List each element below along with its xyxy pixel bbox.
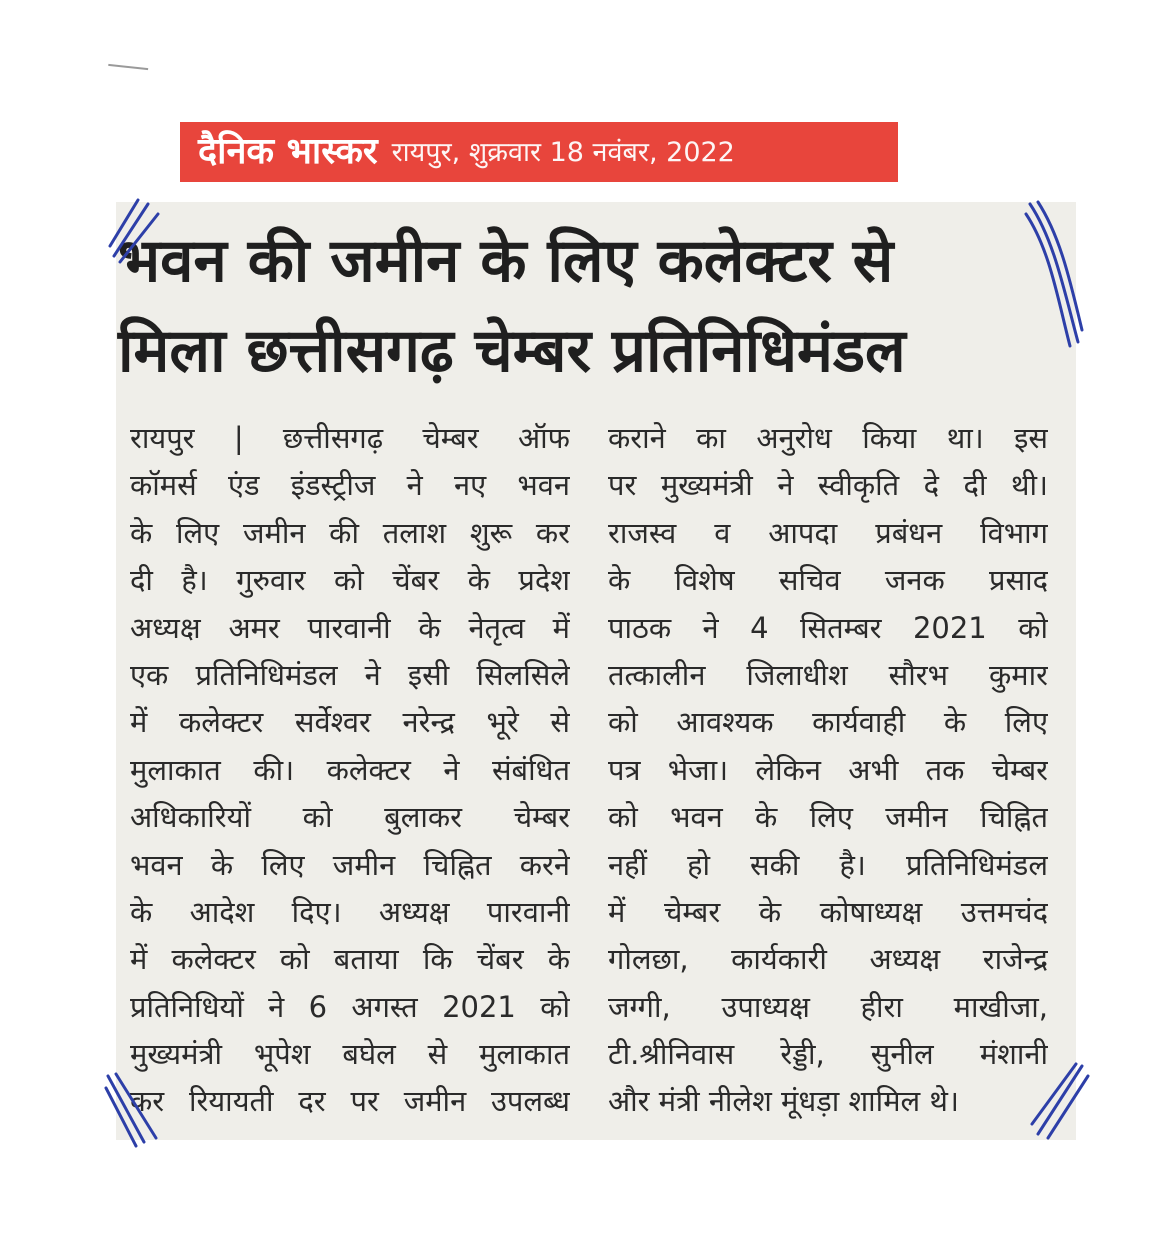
article-line: टी.श्रीनिवास रेड्डी, सुनील मंशानी [608, 1037, 1048, 1072]
article-line: नहीं हो सकी है। प्रतिनिधिमंडल [608, 847, 1048, 882]
article-line: पत्र भेजा। लेकिन अभी तक चेम्बर [608, 752, 1048, 787]
pen-mark-bottom-left-icon [104, 1070, 174, 1150]
article-line: कॉमर्स एंड इंडस्ट्रीज ने नए भवन [130, 468, 570, 503]
headline-line: मिला छत्तीसगढ़ चेम्बर प्रतिनिधिमंडल [118, 316, 906, 386]
article-column-right [608, 415, 1048, 1126]
article-line: तत्कालीन जिलाधीश सौरभ कुमार [608, 657, 1048, 692]
article-line: के लिए जमीन की तलाश शुरू कर [130, 515, 570, 550]
newspaper-masthead [180, 122, 898, 182]
newspaper-dateline: रायपुर, शुक्रवार 18 नवंबर, 2022 [391, 136, 735, 168]
article-line: राजस्व व आपदा प्रबंधन विभाग [608, 515, 1048, 550]
pen-mark-bottom-right-icon [1030, 1062, 1090, 1142]
article-line: एक प्रतिनिधिमंडल ने इसी सिलसिले [130, 657, 570, 692]
article-line: को आवश्यक कार्यवाही के लिए [608, 705, 1048, 740]
article-line: कराने का अनुरोध किया था। इस [608, 421, 1048, 455]
article-line: को भवन के लिए जमीन चिह्नित [608, 800, 1048, 835]
article-line: के आदेश दिए। अध्यक्ष पारवानी [130, 894, 570, 929]
article-line: के विशेष सचिव जनक प्रसाद [608, 563, 1048, 598]
newspaper-name: दैनिक भास्कर [198, 131, 378, 172]
article-line: मुख्यमंत्री भूपेश बघेल से मुलाकात [130, 1037, 570, 1072]
article-line: में कलेक्टर सर्वेश्वर नरेन्द्र भूरे से [130, 705, 570, 740]
article-line: पर मुख्यमंत्री ने स्वीकृति दे दी थी। [608, 468, 1048, 503]
article-line: में कलेक्टर को बताया कि चेंबर के [130, 942, 570, 977]
article-line: भवन के लिए जमीन चिह्नित करने [130, 847, 570, 882]
article-line: प्रतिनिधियों ने 6 अगस्त 2021 को [130, 989, 570, 1024]
headline-line: भवन की जमीन के लिए कलेक्टर से [118, 226, 894, 296]
article-line: मुलाकात की। कलेक्टर ने संबंधित [130, 752, 570, 787]
article-line: जग्गी, उपाध्यक्ष हीरा माखीजा, [608, 989, 1048, 1024]
pen-mark-top-left-icon [108, 196, 168, 266]
article-line: अधिकारियों को बुलाकर चेम्बर [130, 800, 570, 835]
article-line: पाठक ने 4 सितम्बर 2021 को [608, 610, 1048, 645]
scan-corner-mark [108, 64, 148, 74]
article-headline [118, 216, 1058, 396]
article-line: में चेम्बर के कोषाध्यक्ष उत्तमचंद [608, 894, 1048, 929]
article-line: दी है। गुरुवार को चेंबर के प्रदेश [130, 563, 570, 598]
article-line: कर रियायती दर पर जमीन उपलब्ध [130, 1084, 570, 1119]
article-line: और मंत्री नीलेश मूंधड़ा शामिल थे। [608, 1084, 959, 1119]
article-line: अध्यक्ष अमर पारवानी के नेतृत्व में [130, 610, 570, 645]
pen-mark-top-right-icon [1024, 200, 1084, 350]
article-line: गोलछा, कार्यकारी अध्यक्ष राजेन्द्र [608, 942, 1048, 977]
article-line: रायपुर | छत्तीसगढ़ चेम्बर ऑफ [130, 421, 570, 455]
article-column-left [130, 415, 570, 1126]
